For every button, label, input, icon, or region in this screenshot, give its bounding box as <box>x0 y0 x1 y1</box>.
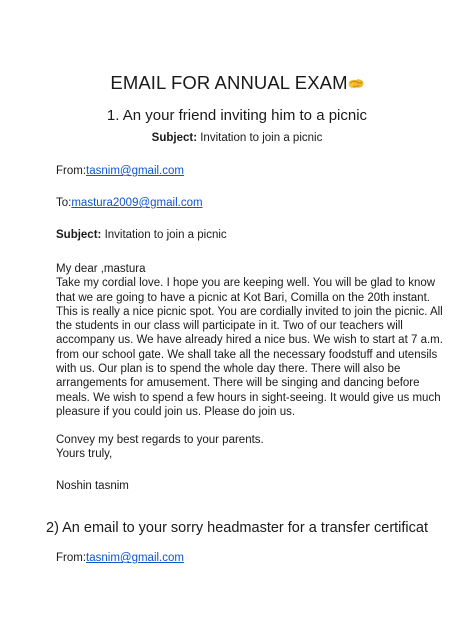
body-line: pleasure if you could join us. Please do join us. <box>56 405 296 418</box>
body-line: meals. We wish to spend a few hours in sight-seeing. It would give us much <box>56 391 441 404</box>
from2-line <box>56 551 184 565</box>
subject-line <box>56 228 227 242</box>
subject-text: Invitation to join a picnic <box>197 132 323 144</box>
from2-email-link[interactable]: tasnim@gmail.com <box>86 552 184 564</box>
body-line: the students in our class will participate in it. Two of our teachers will <box>56 320 403 333</box>
from2-label: From: <box>56 552 87 564</box>
signature: Noshin tasnim <box>56 480 129 492</box>
letter-body <box>56 262 443 419</box>
subject-line-text: Invitation to join a picnic <box>101 229 227 241</box>
document-title <box>0 72 474 94</box>
closing-yours-truly: Yours truly, <box>56 448 113 460</box>
section1-heading: 1. An your friend inviting him to a picnic <box>106 107 368 124</box>
handshake-emoji-icon <box>348 75 364 91</box>
closing-regards: Convey my best regards to your parents. <box>56 434 264 446</box>
body-line: with us. Our plan is to spend the whole day there. There will also be <box>56 363 401 376</box>
from-line <box>56 164 184 178</box>
to-label: To: <box>56 197 72 209</box>
to-line <box>56 196 203 210</box>
subject-line-label: Subject: <box>56 229 102 241</box>
to-email-link[interactable]: mastura2009@gmail.com <box>71 197 203 209</box>
body-line: that we are going to have a picnic at Kot Bari, Comilla on the 20th instant. <box>56 291 430 304</box>
letter-greeting: My dear ,mastura <box>56 263 146 275</box>
body-line: This is really a nice picnic spot. You are cordially invited to join the picnic. All <box>56 305 443 318</box>
body-line: Take my cordial love. I hope you are keeping well. You will be glad to know <box>56 277 436 290</box>
section2-heading: 2) An email to your sorry headmaster for a transfer certificat <box>46 520 428 536</box>
from-label: From: <box>56 165 87 177</box>
body-line: accompany us. We have already hired a nice bus. We wish to start at 7 a.m. <box>56 334 443 347</box>
subject-label: Subject: <box>151 132 198 144</box>
body-line: from our school gate. We shall take all the necessary foodstuff and utensils <box>56 348 438 361</box>
title-text: EMAIL FOR ANNUAL EXAM <box>110 72 348 93</box>
section1-subject <box>0 131 474 145</box>
from-email-link[interactable]: tasnim@gmail.com <box>86 165 184 177</box>
body-line: arrangements for amusement. There will be singing and dancing before <box>56 377 420 390</box>
